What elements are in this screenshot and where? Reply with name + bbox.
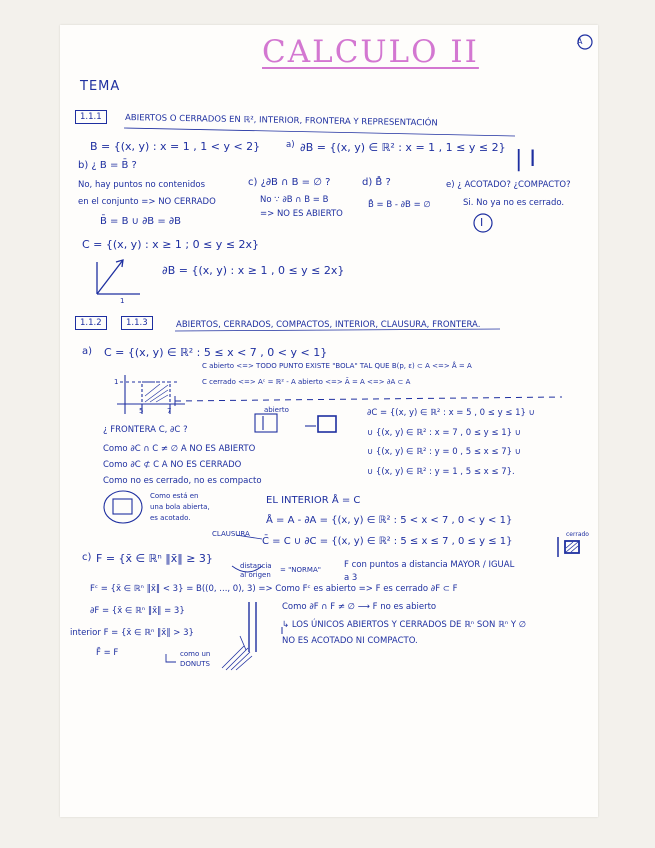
norm-note2: al origen bbox=[240, 571, 271, 579]
question-d: d) B̊ ? bbox=[362, 177, 391, 188]
tema-label: TEMA bbox=[80, 79, 121, 94]
graph-c-sketch bbox=[97, 260, 140, 294]
section-number: 1.1.1 bbox=[75, 110, 107, 124]
bola-note1: Como está en bbox=[150, 492, 199, 500]
answer-b-line1: No, hay puntos no contenidos bbox=[78, 180, 206, 190]
como-line2: Como ∂C ⊄ C A NO ES CERRADO bbox=[103, 460, 242, 470]
bola-sketch bbox=[104, 491, 142, 523]
f-complement: Fᶜ = {x̄ ∈ ℝⁿ ‖x̄‖ < 3} = B((0, ..., 0), 3) => Como Fᶜ es abierto => F es cerrado ∂F ⊂ F bbox=[90, 584, 458, 594]
bola-note2: una bola abierta, bbox=[150, 503, 210, 511]
f-closure: F̄ = F bbox=[96, 648, 119, 658]
page-title: CALCULO II bbox=[262, 34, 479, 70]
def-closed: C cerrado <=> Aᶜ = ℝ² - A abierto <=> Ā = A <=> ∂A ⊂ A bbox=[202, 378, 411, 386]
clausura-tag: CLAUSURA bbox=[212, 530, 250, 538]
answer-c-line2: => NO ES ABIERTO bbox=[260, 209, 343, 219]
como-line1: Como ∂C ∩ C ≠ ∅ A NO ES ABIERTO bbox=[103, 444, 256, 454]
frontier-f: ∂F = {x̄ ∈ ℝⁿ ‖x̄‖ = 3} bbox=[90, 606, 185, 616]
closed-square-sketch bbox=[558, 537, 579, 557]
set-c-rect: C = {(x, y) ∈ ℝ² : 5 ≤ x < 7 , 0 < y < 1} bbox=[104, 346, 328, 359]
circled-i-text: I bbox=[480, 216, 484, 229]
interior-f: interior F = {x̄ ∈ ℝⁿ ‖x̄‖ > 3} bbox=[70, 628, 194, 638]
heading-underline bbox=[124, 128, 515, 136]
only-sets-note: ↳ LOS ÚNICOS ABIERTOS Y CERRADOS DE ℝⁿ SON ℝⁿ Y ∅ bbox=[282, 620, 527, 630]
big-i: | I bbox=[515, 147, 536, 172]
interior-label: EL INTERIOR Å = C bbox=[266, 495, 361, 506]
clausura-def: C̄ = C ∪ ∂C = {(x, y) ∈ ℝ² : 5 ≤ x ≤ 7 , 0 ≤ y ≤ 1} bbox=[262, 536, 513, 547]
donut-sketch bbox=[222, 636, 252, 670]
def-open: C abierto <=> TODO PUNTO EXISTE "BOLA" TAL QUE B(p, ε) ⊂ A <=> Å = A bbox=[202, 362, 472, 370]
mini-sketch-label: abierto bbox=[264, 406, 289, 414]
frontier-c: ∂B = {(x, y) : x ≥ 1 , 0 ≤ y ≤ 2x} bbox=[162, 264, 345, 277]
frontier-line4: ∪ {(x, y) ∈ ℝ² : y = 1 , 5 ≤ x ≤ 7}. bbox=[367, 467, 515, 477]
f-desc1: F con puntos a distancia MAYOR / IGUAL bbox=[344, 560, 515, 570]
interior-def: Å = A - ∂A = {(x, y) ∈ ℝ² : 5 < x < 7 , 0 < y < 1} bbox=[266, 515, 513, 526]
set-c: C = {(x, y) : x ≥ 1 ; 0 ≤ y ≤ 2x} bbox=[82, 238, 260, 251]
item-c-label: c) bbox=[82, 552, 92, 563]
frontier-line1: ∂C = {(x, y) ∈ ℝ² : x = 5 , 0 ≤ y ≤ 1} ∪ bbox=[367, 408, 535, 418]
question-b: b) ¿ B = B̄ ? bbox=[78, 160, 137, 171]
bola-note3: es acotado. bbox=[150, 514, 191, 522]
mini-sketches bbox=[255, 414, 336, 432]
como-line3: Como no es cerrado, no es compacto bbox=[103, 476, 262, 486]
question-c: c) ¿∂B ∩ B = ∅ ? bbox=[248, 177, 331, 188]
closure-b: B̄ = B ∪ ∂B = ∂B bbox=[100, 216, 181, 227]
frontier-question: ¿ FRONTERA C, ∂C ? bbox=[103, 425, 188, 435]
question-e: e) ¿ ACOTADO? ¿COMPACTO? bbox=[446, 180, 571, 190]
donut-note1: como un bbox=[180, 650, 211, 658]
frontier-line3: ∪ {(x, y) ∈ ℝ² : y = 0 , 5 ≤ x ≤ 7} ∪ bbox=[367, 447, 521, 457]
frontier-f-note: Como ∂F ∩ F ≠ ∅ ⟶ F no es abierto bbox=[282, 602, 437, 612]
graph-tick-5: 5 bbox=[139, 407, 144, 415]
graph-rectangle-sketch bbox=[117, 375, 185, 414]
section-number-a: 1.1.2 bbox=[75, 316, 107, 330]
norm-eq: = "NORMA" bbox=[280, 566, 321, 574]
graph-tick-7: 7 bbox=[167, 407, 172, 415]
frontier-b: ∂B = {(x, y) ∈ ℝ² : x = 1 , 1 ≤ y ≤ 2} bbox=[300, 141, 506, 154]
f-desc2: a 3 bbox=[344, 573, 358, 583]
donut-note2: DONUTS bbox=[180, 660, 210, 668]
corner-mark: A bbox=[577, 37, 583, 46]
section2-heading: ABIERTOS, CERRADOS, COMPACTOS, INTERIOR, CLAUSURA, FRONTERA. bbox=[176, 320, 481, 330]
item-a-label-2: a) bbox=[82, 346, 93, 357]
graph-tick-1: 1 bbox=[120, 297, 125, 305]
answer-b-line2: en el conjunto => NO CERRADO bbox=[78, 197, 216, 207]
graph-tick-1b: 1 bbox=[114, 378, 119, 386]
set-b: B = {(x, y) : x = 1 , 1 < y < 2} bbox=[90, 140, 261, 153]
section-number-b: 1.1.3 bbox=[121, 316, 153, 330]
closed-tag: cerrado bbox=[566, 531, 589, 538]
answer-e: Si. No ya no es cerrado. bbox=[463, 198, 565, 208]
dashed-divider bbox=[175, 397, 562, 401]
frontier-line2: ∪ {(x, y) ∈ ℝ² : x = 7 , 0 ≤ y ≤ 1} ∪ bbox=[367, 428, 521, 438]
section-heading: ABIERTOS O CERRADOS EN ℝ², INTERIOR, FRONTERA Y REPRESENTACIÓN bbox=[124, 113, 438, 129]
norm-note1: distancia bbox=[240, 562, 272, 570]
answer-d: B̊ = B - ∂B = ∅ bbox=[368, 200, 431, 210]
not-compact-note: NO ES ACOTADO NI COMPACTO. bbox=[282, 636, 418, 646]
answer-c-line1: No ∵ ∂B ∩ B = B bbox=[260, 195, 329, 205]
item-a-label: a) bbox=[286, 140, 295, 150]
set-f: F = {x̄ ∈ ℝⁿ ‖x̄‖ ≥ 3} bbox=[96, 552, 213, 565]
